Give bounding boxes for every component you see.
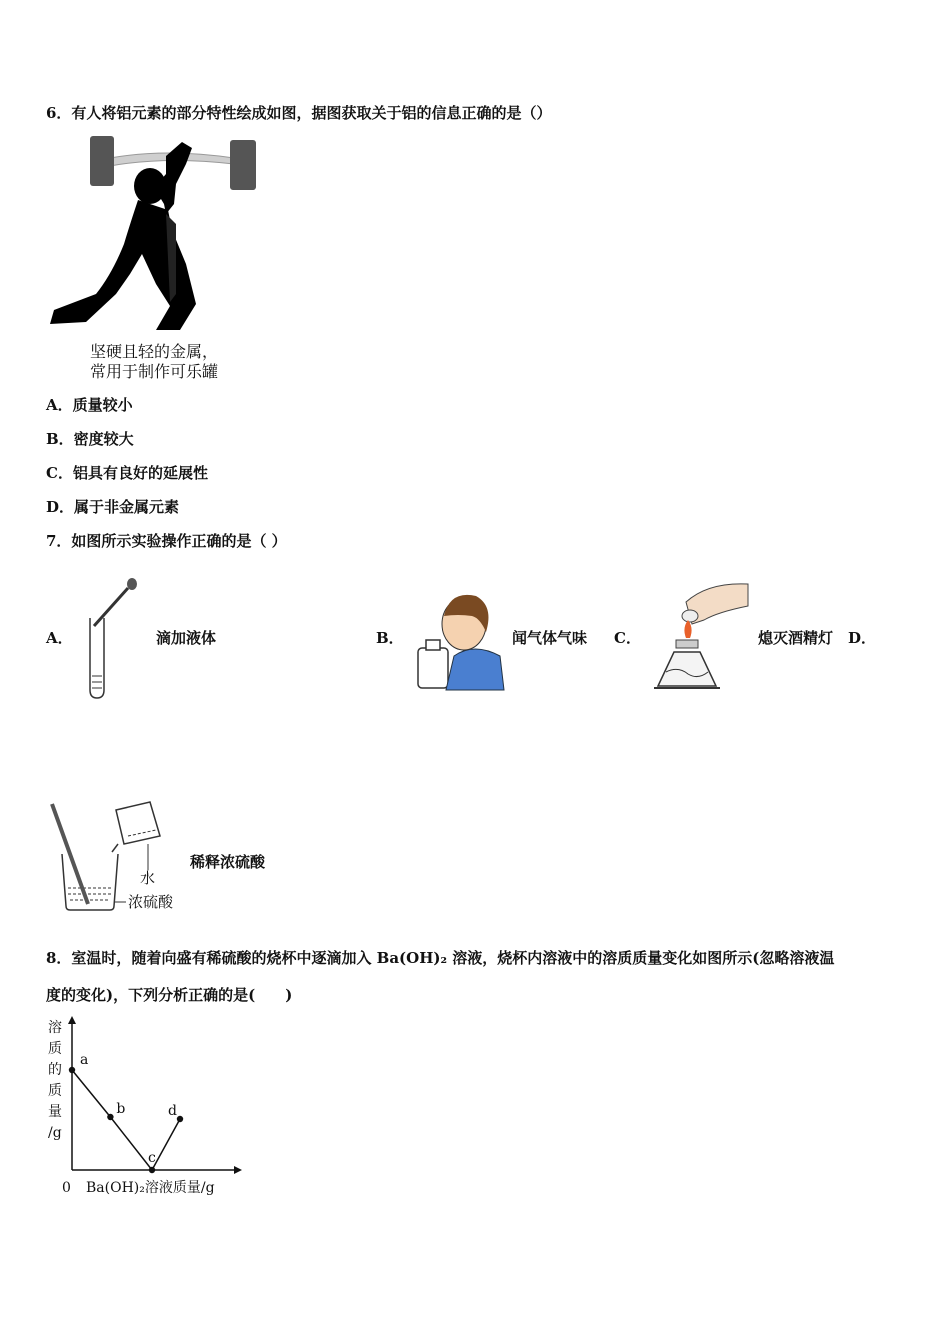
q7-option-a-letter[interactable]: A． bbox=[46, 629, 73, 647]
q6-option-d[interactable]: D．属于非金属元素 bbox=[46, 498, 180, 516]
q6-option-a[interactable]: A．质量较小 bbox=[46, 396, 133, 414]
y-axis-label-char: 的 bbox=[48, 1062, 62, 1078]
q6-option-b[interactable]: B．密度较大 bbox=[46, 430, 134, 448]
q7-option-d-acid-label: 浓硫酸 bbox=[128, 893, 174, 911]
q6-caption-line1: 坚硬且轻的金属， bbox=[90, 342, 219, 361]
q6-stem: 6．有人将铝元素的部分特性绘成如图，据图获取关于铝的信息正确的是（） bbox=[46, 104, 552, 122]
data-label-c: c bbox=[148, 1150, 156, 1166]
dropper-test-tube-image bbox=[80, 578, 140, 700]
q6-option-c[interactable]: C．铝具有良好的延展性 bbox=[46, 464, 208, 482]
data-label-a: a bbox=[80, 1052, 89, 1068]
q7-option-c-letter[interactable]: C． bbox=[614, 629, 641, 647]
x-axis-label: Ba(OH)₂溶液质量/g bbox=[86, 1180, 215, 1196]
y-axis-arrow bbox=[68, 1016, 76, 1024]
data-point-b bbox=[107, 1114, 113, 1120]
data-label-b: b bbox=[116, 1101, 126, 1117]
q7-stem: 7．如图所示实验操作正确的是（ ） bbox=[46, 532, 287, 550]
y-axis-label-char: 溶 bbox=[48, 1020, 62, 1036]
data-point-c bbox=[149, 1167, 155, 1173]
y-axis-label-char: 量 bbox=[48, 1104, 62, 1120]
aluminum-weightlifter-image bbox=[46, 134, 266, 334]
origin-label: 0 bbox=[62, 1180, 71, 1196]
series-line bbox=[72, 1070, 180, 1170]
q7-option-d-text: 稀释浓硫酸 bbox=[190, 853, 266, 871]
y-axis-label-char: /g bbox=[48, 1125, 62, 1141]
data-point-d bbox=[177, 1116, 183, 1122]
y-axis-label-char: 质 bbox=[48, 1041, 62, 1057]
alcohol-lamp-image bbox=[648, 576, 752, 698]
x-axis-arrow bbox=[234, 1166, 242, 1174]
q7-option-b-letter[interactable]: B． bbox=[376, 629, 404, 647]
q7-option-d-letter[interactable]: D． bbox=[848, 629, 877, 647]
y-axis-label-char: 质 bbox=[48, 1083, 62, 1099]
q8-stem-line1: 8．室温时，随着向盛有稀硫酸的烧杯中逐滴加入 Ba(OH)₂ 溶液，烧杯内溶液中的溶质质量变化如图所示(忽略溶液温 bbox=[46, 949, 835, 967]
solute-mass-chart bbox=[40, 1012, 240, 1202]
q7-option-d-water-label: 水 bbox=[140, 869, 156, 887]
q8-stem-line2: 度的变化)，下列分析正确的是( ) bbox=[46, 986, 293, 1004]
q7-option-c-text: 熄灭酒精灯 bbox=[758, 629, 834, 647]
data-label-d: d bbox=[168, 1103, 177, 1119]
smelling-gas-boy-image bbox=[414, 586, 506, 692]
q6-caption-line2: 常用于制作可乐罐 bbox=[90, 362, 219, 381]
q7-option-b-text: 闻气体气味 bbox=[512, 629, 588, 647]
q7-option-a-text: 滴加液体 bbox=[156, 629, 217, 647]
data-point-a bbox=[69, 1067, 75, 1073]
